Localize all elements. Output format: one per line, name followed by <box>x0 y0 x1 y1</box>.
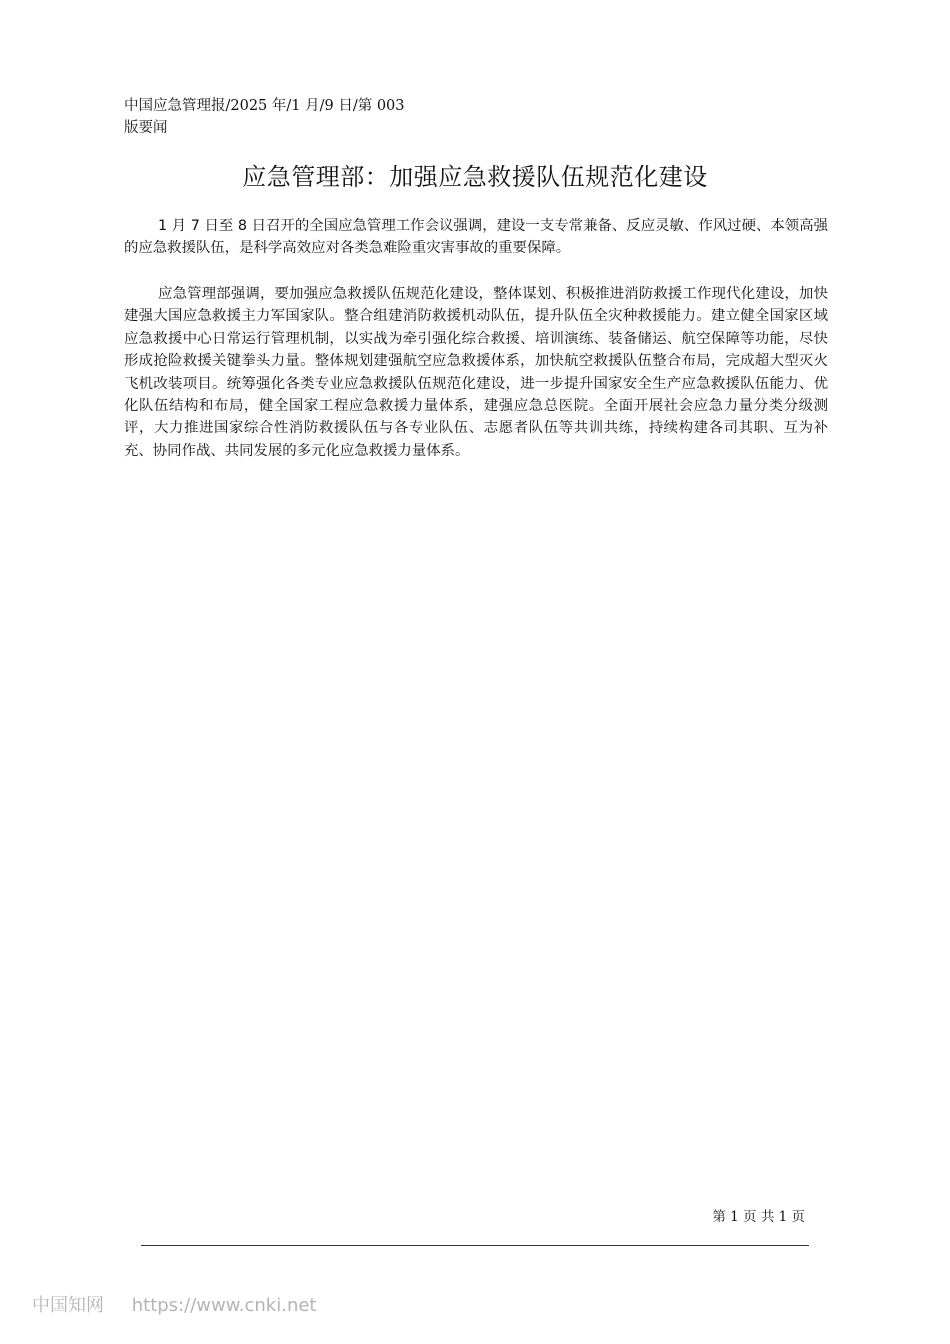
source-line-2: 版要闻 <box>124 120 168 136</box>
page-number: 第 1 页 共 1 页 <box>712 1209 805 1225</box>
publication-source <box>124 95 524 139</box>
article-paragraph-1: 1 月 7 日至 8 日召开的全国应急管理工作会议强调，建设一支专常兼备、反应灵敏、作风过硬、本领高强的应急救援队伍，是科学高效应对各类急难险重灾害事故的重要保障。 <box>124 218 828 257</box>
footer-divider <box>141 1245 809 1246</box>
watermark-brand: 中国知网 <box>32 1295 104 1316</box>
source-line-1: 中国应急管理报/2025 年/1 月/9 日/第 003 <box>124 98 405 114</box>
cnki-watermark <box>32 1293 316 1319</box>
article-paragraph-2: 应急管理部强调，要加强应急救援队伍规范化建设，整体谋划、积极推进消防救援工作现代化建设，加快建强大国应急救援主力军国家队。整合组建消防救援机动队伍，提升队伍全灾种救援能力。建立健全国家区域应急救援中心日常运行管理机制，以实战为牵引强化综合救援、培训演练、装备储运、航空保障等功能，尽快形成抢险救援关键拳头力量。整体规划建强航空应急救援体系，加快航空救援队伍整合布局，完成超大型灭火飞机改装项目。统筹强化各类专业应急救援队伍规范化建设，进一步提升国家安全生产应急救援队伍能力、优化队伍结构和布局，健全国家工程应急救援力量体系，建强应急总医院。全面开展社会应急力量分类分级测评，大力推进国家综合性消防救援队伍与各专业队伍、志愿者队伍等共训共练，持续构建各司其职、互为补充、协同作战、共同发展的多元化应急救援力量体系。 <box>124 286 828 459</box>
watermark-url: https://www.cnki.net <box>131 1295 317 1316</box>
article-title: 应急管理部：加强应急救援队伍规范化建设 <box>242 163 708 191</box>
